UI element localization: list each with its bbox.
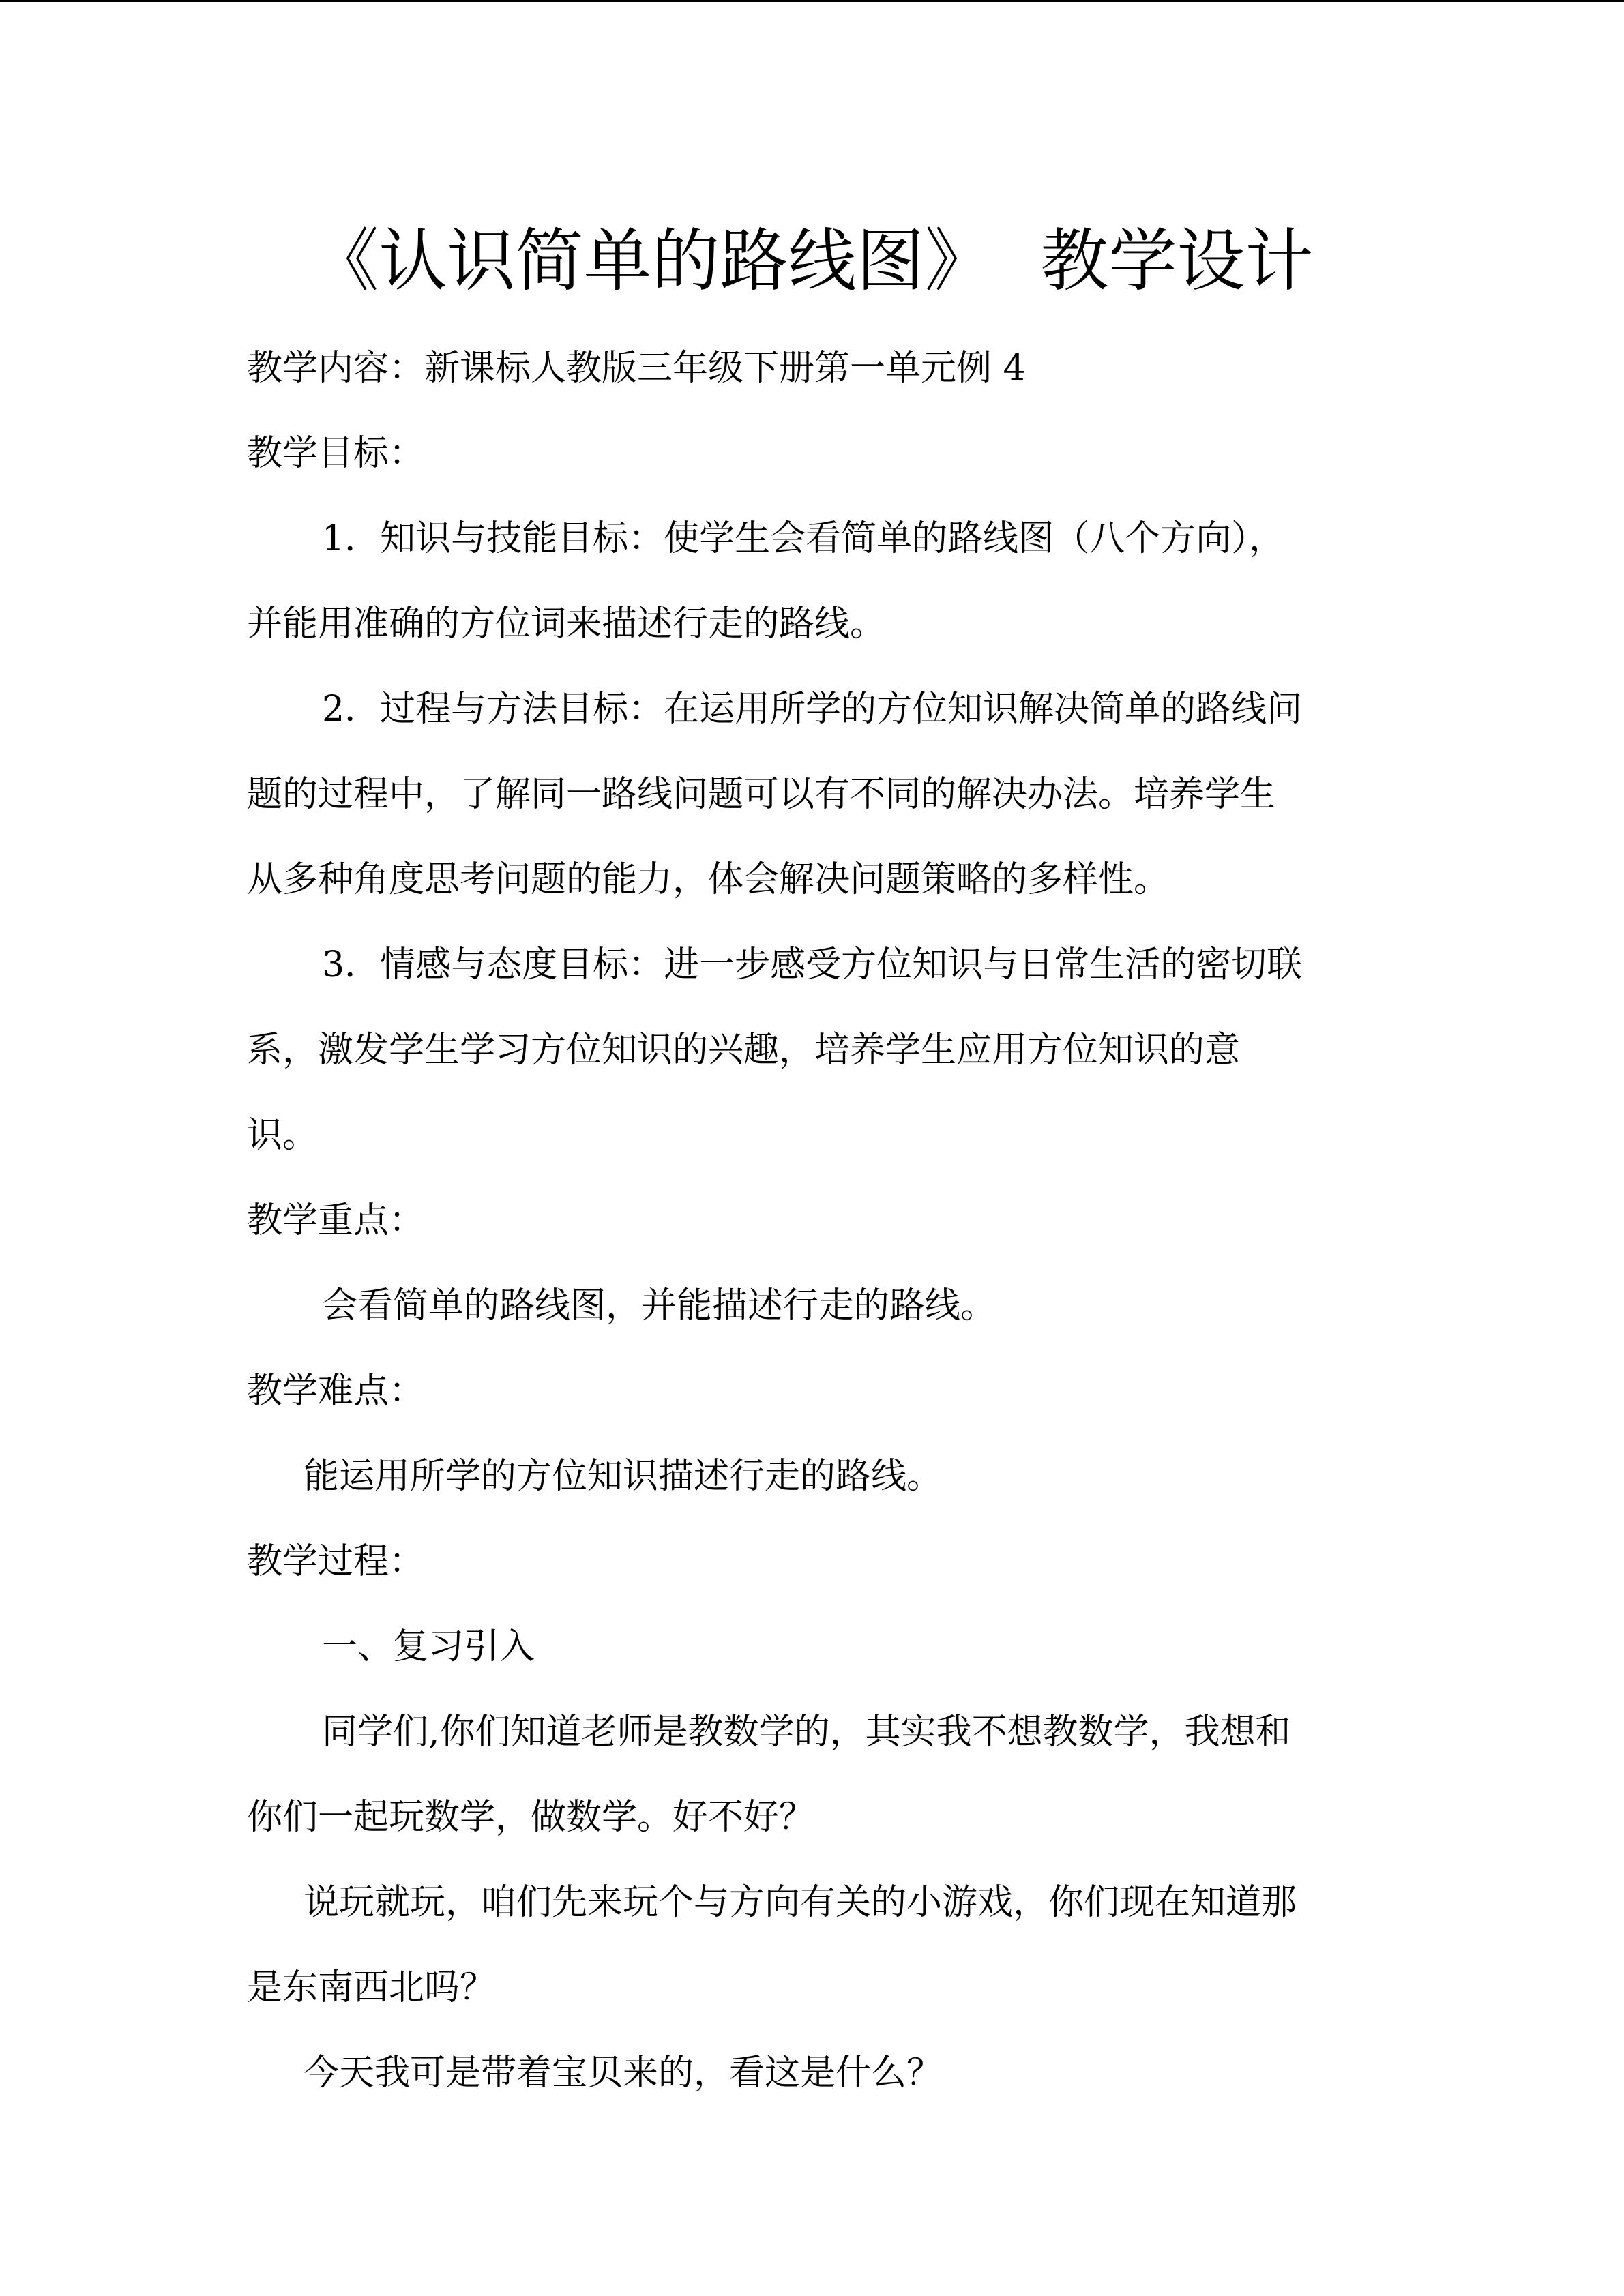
key-points-text: 会看简单的路线图，并能描述行走的路线。 bbox=[322, 1285, 996, 1326]
title-main: 《认识简单的路线图》 bbox=[310, 221, 993, 301]
objective-1-line-1: 1．知识与技能目标：使学生会看简单的路线图（八个方向）， bbox=[322, 518, 1285, 559]
section-review-intro: 一、复习引入 bbox=[322, 1626, 535, 1667]
heading-teaching-process: 教学过程： bbox=[247, 1541, 425, 1582]
paragraph-1-line-1: 同学们,你们知道老师是教数学的，其实我不想教数学，我想和 bbox=[322, 1712, 1291, 1753]
paragraph-1-line-2: 你们一起玩数学，做数学。好不好？ bbox=[247, 1797, 815, 1838]
objective-3-line-2: 系，激发学生学习方位知识的兴趣，培养学生应用方位知识的意 bbox=[247, 1030, 1241, 1071]
heading-teaching-objectives: 教学目标： bbox=[247, 433, 425, 474]
document-title bbox=[0, 217, 1624, 305]
objective-2-line-1: 2．过程与方法目标：在运用所学的方位知识解决简单的路线问 bbox=[322, 689, 1303, 730]
paragraph-2-line-1: 说玩就玩，咱们先来玩个与方向有关的小游戏，你们现在知道那 bbox=[304, 1882, 1297, 1923]
heading-key-points: 教学重点： bbox=[247, 1200, 425, 1241]
objective-2-line-3: 从多种角度思考问题的能力，体会解决问题策略的多样性。 bbox=[247, 859, 1170, 900]
objective-2-line-2: 题的过程中，了解同一路线问题可以有不同的解决办法。培养学生 bbox=[247, 774, 1276, 815]
teaching-content-line: 教学内容：新课标人教版三年级下册第一单元例 4 bbox=[247, 348, 1026, 389]
paragraph-2-line-2: 是东南西北吗？ bbox=[247, 1967, 496, 2008]
objective-1-line-2: 并能用准确的方位词来描述行走的路线。 bbox=[247, 603, 886, 644]
paragraph-3-line-1: 今天我可是带着宝贝来的，看这是什么？ bbox=[304, 2053, 943, 2093]
objective-3-line-1: 3．情感与态度目标：进一步感受方位知识与日常生活的密切联 bbox=[322, 944, 1303, 985]
title-sub: 教学设计 bbox=[1040, 221, 1314, 301]
difficulties-text: 能运用所学的方位知识描述行走的路线。 bbox=[304, 1456, 943, 1497]
heading-difficulties: 教学难点： bbox=[247, 1371, 425, 1412]
objective-3-line-3: 识。 bbox=[247, 1115, 319, 1156]
